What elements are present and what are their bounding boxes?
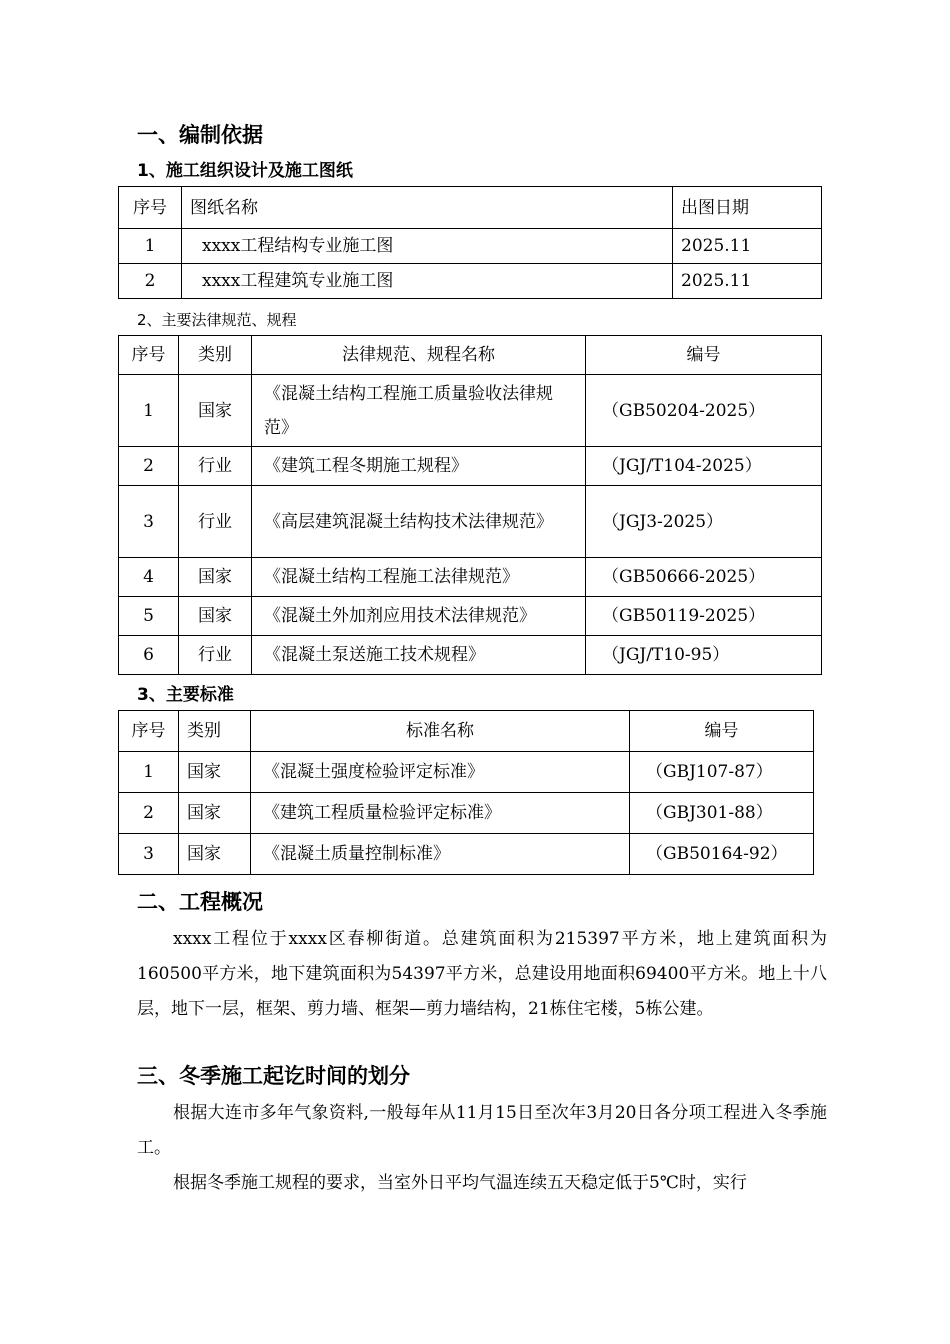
- cell-regulation-name: 《建筑工程冬期施工规程》: [252, 447, 586, 486]
- cell-standard-name: 《混凝土质量控制标准》: [251, 834, 630, 875]
- cell-drawing-name: xxxx工程结构专业施工图: [182, 229, 673, 264]
- cell-category: 国家: [179, 375, 252, 447]
- table-row: [119, 793, 814, 834]
- cell-regulation-name: 《混凝土结构工程施工质量验收法律规范》: [252, 375, 586, 447]
- cell-index: 3: [119, 834, 179, 875]
- header-cell: 编号: [586, 336, 822, 375]
- section-title-winter-period: 三、冬季施工起讫时间的划分: [137, 1064, 410, 1088]
- cell-code: （GB50119-2025）: [586, 597, 822, 636]
- cell-date: 2025.11: [673, 229, 822, 264]
- table-row: [119, 752, 814, 793]
- cell-standard-name: 《混凝土强度检验评定标准》: [251, 752, 630, 793]
- cell-standard-name: 《建筑工程质量检验评定标准》: [251, 793, 630, 834]
- cell-regulation-name: 《混凝土结构工程施工法律规范》: [252, 558, 586, 597]
- cell-index: 1: [119, 752, 179, 793]
- cell-index: 1: [119, 229, 182, 264]
- cell-regulation-name: 《混凝土外加剂应用技术法律规范》: [252, 597, 586, 636]
- table-row: [119, 375, 822, 447]
- cell-code: （GBJ301-88）: [630, 793, 814, 834]
- cell-category: 国家: [179, 597, 252, 636]
- header-cell: 序号: [119, 336, 179, 375]
- drawings-table: [118, 186, 822, 299]
- cell-code: （GBJ107-87）: [630, 752, 814, 793]
- header-cell: 编号: [630, 711, 814, 752]
- cell-regulation-name: 《高层建筑混凝土结构技术法律规范》: [252, 486, 586, 558]
- cell-drawing-name: xxxx工程建筑专业施工图: [182, 264, 673, 299]
- cell-index: 2: [119, 793, 179, 834]
- cell-index: 2: [119, 447, 179, 486]
- section-title-basis: 一、编制依据: [137, 123, 263, 147]
- cell-code: （JGJ/T10-95）: [586, 636, 822, 675]
- header-cell: 法律规范、规程名称: [252, 336, 586, 375]
- cell-index: 6: [119, 636, 179, 675]
- cell-code: （GB50164-92）: [630, 834, 814, 875]
- cell-category: 国家: [179, 834, 251, 875]
- table-row: [119, 834, 814, 875]
- header-cell: 序号: [119, 187, 182, 229]
- table-row: [119, 264, 822, 299]
- subsection-title-drawings: 1、施工组织设计及施工图纸: [137, 161, 353, 181]
- table-row: [119, 558, 822, 597]
- winter-paragraph-1: 根据大连市多年气象资料,一般每年从11月15日至次年3月20日各分项工程进入冬季施工。: [137, 1103, 827, 1158]
- subsection-title-standards: 3、主要标准: [137, 685, 234, 705]
- header-cell: 类别: [179, 711, 251, 752]
- cell-index: 1: [119, 375, 179, 447]
- section-title-overview: 二、工程概况: [137, 890, 263, 914]
- cell-code: （GB50204-2025）: [586, 375, 822, 447]
- cell-category: 行业: [179, 486, 252, 558]
- cell-regulation-name: 《混凝土泵送施工技术规程》: [252, 636, 586, 675]
- cell-index: 3: [119, 486, 179, 558]
- header-cell: 图纸名称: [182, 187, 673, 229]
- table-row: [119, 597, 822, 636]
- header-cell: 序号: [119, 711, 179, 752]
- overview-paragraph: xxxx工程位于xxxx区春柳街道。总建筑面积为215397平方米，地上建筑面积为160500平方米，地下建筑面积为54397平方米，总建设用地面积69400平方米。地上十八层，地下一层，框架、剪力墙、框架—剪力墙结构，21栋住宅楼，5栋公建。: [137, 929, 827, 1019]
- table-header-row: [119, 711, 814, 752]
- table-row: [119, 486, 822, 558]
- cell-category: 国家: [179, 752, 251, 793]
- table-header-row: [119, 336, 822, 375]
- cell-category: 国家: [179, 558, 252, 597]
- table-row: [119, 636, 822, 675]
- cell-category: 行业: [179, 447, 252, 486]
- cell-code: （JGJ/T104-2025）: [586, 447, 822, 486]
- cell-category: 国家: [179, 793, 251, 834]
- table-row: [119, 229, 822, 264]
- cell-code: （JGJ3-2025）: [586, 486, 822, 558]
- table-row: [119, 447, 822, 486]
- subsection-title-regulations: 2、主要法律规范、规程: [137, 311, 297, 329]
- winter-paragraph-2: 根据冬季施工规程的要求，当室外日平均气温连续五天稳定低于5℃时，实行: [173, 1173, 747, 1193]
- header-cell: 类别: [179, 336, 252, 375]
- cell-index: 5: [119, 597, 179, 636]
- cell-index: 4: [119, 558, 179, 597]
- cell-category: 行业: [179, 636, 252, 675]
- header-cell: 出图日期: [673, 187, 822, 229]
- cell-code: （GB50666-2025）: [586, 558, 822, 597]
- cell-date: 2025.11: [673, 264, 822, 299]
- header-cell: 标准名称: [251, 711, 630, 752]
- standards-table: [118, 710, 814, 875]
- cell-index: 2: [119, 264, 182, 299]
- table-header-row: [119, 187, 822, 229]
- regulations-table: [118, 335, 822, 675]
